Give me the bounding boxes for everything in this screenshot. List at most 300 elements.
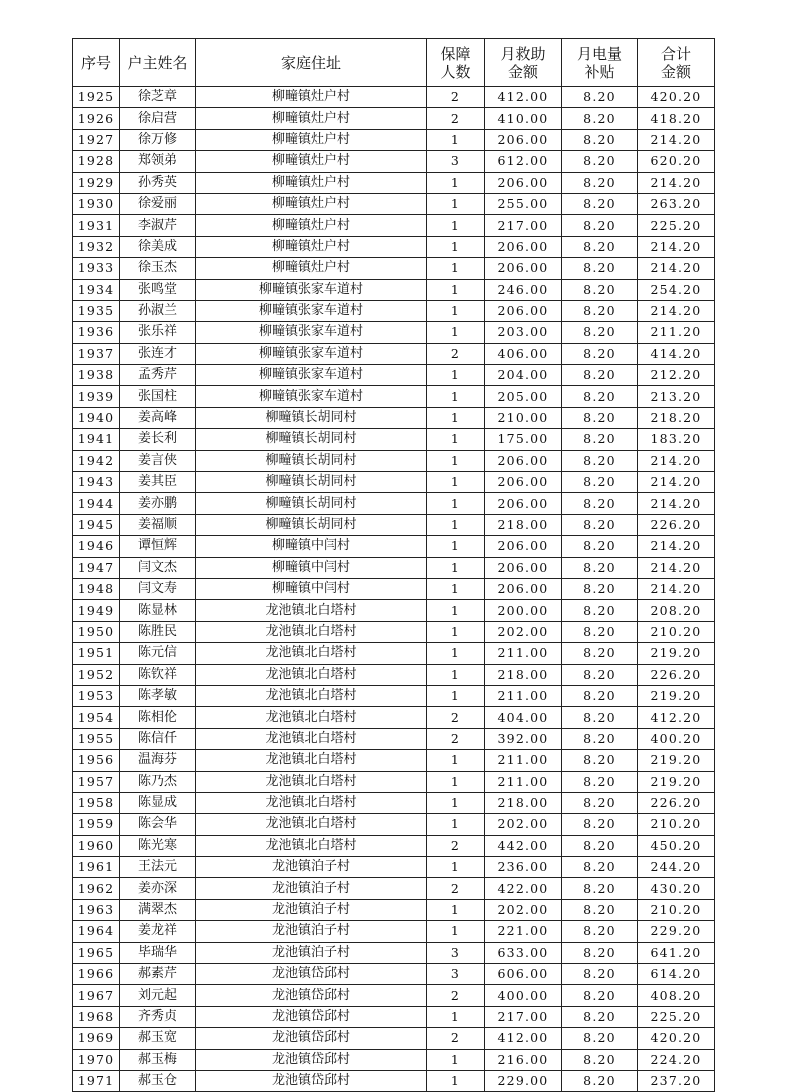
aid-cell: 404.00 [485, 707, 562, 728]
seq-cell: 1955 [73, 728, 120, 749]
address-cell: 柳疃镇张家车道村 [196, 365, 427, 386]
elec-cell: 8.20 [562, 536, 638, 557]
seq-cell: 1930 [73, 193, 120, 214]
address-cell: 柳疃镇张家车道村 [196, 386, 427, 407]
table-row [73, 215, 715, 236]
elec-cell: 8.20 [562, 771, 638, 792]
name-cell: 姜福顺 [120, 514, 196, 535]
table-row [73, 1049, 715, 1070]
total-cell: 210.20 [638, 899, 715, 920]
people-cell: 1 [427, 750, 485, 771]
address-cell: 龙池镇泊子村 [196, 878, 427, 899]
table-row [73, 814, 715, 835]
people-cell: 1 [427, 857, 485, 878]
total-cell: 219.20 [638, 643, 715, 664]
total-cell: 214.20 [638, 472, 715, 493]
people-cell: 2 [427, 878, 485, 899]
people-cell: 2 [427, 728, 485, 749]
aid-cell: 202.00 [485, 621, 562, 642]
total-cell: 214.20 [638, 258, 715, 279]
address-cell: 柳疃镇中闫村 [196, 557, 427, 578]
address-cell: 柳疃镇长胡同村 [196, 407, 427, 428]
name-cell: 闫文杰 [120, 557, 196, 578]
address-cell: 龙池镇北白塔村 [196, 750, 427, 771]
people-cell: 1 [427, 193, 485, 214]
aid-cell: 206.00 [485, 172, 562, 193]
people-cell: 2 [427, 835, 485, 856]
people-cell: 1 [427, 792, 485, 813]
total-cell: 210.20 [638, 621, 715, 642]
elec-cell: 8.20 [562, 1006, 638, 1027]
table-row [73, 600, 715, 621]
elec-cell: 8.20 [562, 279, 638, 300]
table-row [73, 87, 715, 108]
address-cell: 龙池镇北白塔村 [196, 771, 427, 792]
elec-cell: 8.20 [562, 557, 638, 578]
address-cell: 龙池镇岱邱村 [196, 1049, 427, 1070]
seq-cell: 1927 [73, 129, 120, 150]
table-row [73, 621, 715, 642]
table-row [73, 429, 715, 450]
name-cell: 郝玉仓 [120, 1070, 196, 1091]
address-cell: 龙池镇北白塔村 [196, 792, 427, 813]
address-cell: 柳疃镇灶户村 [196, 258, 427, 279]
people-cell: 1 [427, 322, 485, 343]
seq-cell: 1941 [73, 429, 120, 450]
aid-cell: 206.00 [485, 536, 562, 557]
elec-cell: 8.20 [562, 921, 638, 942]
people-cell: 2 [427, 707, 485, 728]
name-cell: 陈显林 [120, 600, 196, 621]
table-row [73, 1028, 715, 1049]
address-cell: 龙池镇岱邱村 [196, 1070, 427, 1091]
elec-cell: 8.20 [562, 172, 638, 193]
seq-cell: 1949 [73, 600, 120, 621]
table-row [73, 835, 715, 856]
seq-cell: 1956 [73, 750, 120, 771]
name-cell: 姜亦鹏 [120, 493, 196, 514]
total-cell: 225.20 [638, 215, 715, 236]
table-row [73, 279, 715, 300]
table-row [73, 857, 715, 878]
address-cell: 龙池镇北白塔村 [196, 728, 427, 749]
aid-cell: 217.00 [485, 1006, 562, 1027]
people-cell: 3 [427, 964, 485, 985]
elec-cell: 8.20 [562, 322, 638, 343]
address-cell: 龙池镇北白塔村 [196, 814, 427, 835]
address-cell: 龙池镇北白塔村 [196, 835, 427, 856]
relief-table [72, 38, 715, 1092]
elec-cell: 8.20 [562, 472, 638, 493]
people-cell: 1 [427, 685, 485, 706]
aid-cell: 217.00 [485, 215, 562, 236]
aid-cell: 412.00 [485, 1028, 562, 1049]
seq-cell: 1970 [73, 1049, 120, 1070]
people-cell: 1 [427, 899, 485, 920]
total-cell: 420.20 [638, 87, 715, 108]
name-cell: 姜其臣 [120, 472, 196, 493]
name-cell: 姜龙祥 [120, 921, 196, 942]
elec-cell: 8.20 [562, 129, 638, 150]
people-cell: 3 [427, 942, 485, 963]
table-row [73, 664, 715, 685]
aid-cell: 442.00 [485, 835, 562, 856]
total-cell: 641.20 [638, 942, 715, 963]
aid-cell: 205.00 [485, 386, 562, 407]
address-cell: 柳疃镇长胡同村 [196, 450, 427, 471]
aid-cell: 229.00 [485, 1070, 562, 1091]
seq-cell: 1961 [73, 857, 120, 878]
name-cell: 徐爱丽 [120, 193, 196, 214]
table-row [73, 643, 715, 664]
people-cell: 1 [427, 578, 485, 599]
name-cell: 王法元 [120, 857, 196, 878]
total-cell: 214.20 [638, 578, 715, 599]
people-cell: 1 [427, 215, 485, 236]
seq-cell: 1948 [73, 578, 120, 599]
people-cell: 2 [427, 1028, 485, 1049]
seq-cell: 1969 [73, 1028, 120, 1049]
name-cell: 张国柱 [120, 386, 196, 407]
aid-cell: 400.00 [485, 985, 562, 1006]
address-cell: 柳疃镇张家车道村 [196, 322, 427, 343]
seq-cell: 1933 [73, 258, 120, 279]
aid-cell: 206.00 [485, 300, 562, 321]
people-cell: 1 [427, 407, 485, 428]
name-cell: 孙淑兰 [120, 300, 196, 321]
table-row [73, 472, 715, 493]
seq-cell: 1939 [73, 386, 120, 407]
name-cell: 刘元起 [120, 985, 196, 1006]
elec-cell: 8.20 [562, 814, 638, 835]
seq-cell: 1936 [73, 322, 120, 343]
name-cell: 毕瑞华 [120, 942, 196, 963]
aid-cell: 633.00 [485, 942, 562, 963]
table-row [73, 750, 715, 771]
address-cell: 柳疃镇长胡同村 [196, 493, 427, 514]
total-cell: 219.20 [638, 750, 715, 771]
name-cell: 姜亦深 [120, 878, 196, 899]
aid-cell: 612.00 [485, 151, 562, 172]
name-cell: 徐芝章 [120, 87, 196, 108]
aid-cell: 211.00 [485, 750, 562, 771]
seq-cell: 1931 [73, 215, 120, 236]
table-row [73, 365, 715, 386]
elec-cell: 8.20 [562, 643, 638, 664]
header-total-line1: 合计 [660, 44, 691, 63]
elec-cell: 8.20 [562, 899, 638, 920]
aid-cell: 211.00 [485, 685, 562, 706]
name-cell: 张鸣堂 [120, 279, 196, 300]
seq-cell: 1957 [73, 771, 120, 792]
table-row [73, 129, 715, 150]
aid-cell: 210.00 [485, 407, 562, 428]
address-cell: 柳疃镇中闫村 [196, 578, 427, 599]
address-cell: 龙池镇北白塔村 [196, 707, 427, 728]
total-cell: 224.20 [638, 1049, 715, 1070]
elec-cell: 8.20 [562, 835, 638, 856]
total-cell: 214.20 [638, 236, 715, 257]
address-cell: 柳疃镇张家车道村 [196, 343, 427, 364]
total-cell: 420.20 [638, 1028, 715, 1049]
name-cell: 李淑芹 [120, 215, 196, 236]
people-cell: 2 [427, 985, 485, 1006]
total-cell: 211.20 [638, 322, 715, 343]
seq-cell: 1944 [73, 493, 120, 514]
address-cell: 柳疃镇灶户村 [196, 151, 427, 172]
table-row [73, 450, 715, 471]
table-row [73, 685, 715, 706]
elec-cell: 8.20 [562, 857, 638, 878]
seq-cell: 1953 [73, 685, 120, 706]
seq-cell: 1951 [73, 643, 120, 664]
table-row [73, 172, 715, 193]
header-row [73, 39, 715, 87]
table-row [73, 322, 715, 343]
address-cell: 柳疃镇长胡同村 [196, 429, 427, 450]
table-row [73, 151, 715, 172]
people-cell: 1 [427, 600, 485, 621]
header-people-line2: 人数 [440, 62, 471, 81]
seq-cell: 1950 [73, 621, 120, 642]
seq-cell: 1935 [73, 300, 120, 321]
header-elec-line2: 补贴 [584, 62, 615, 81]
people-cell: 1 [427, 386, 485, 407]
address-cell: 龙池镇泊子村 [196, 899, 427, 920]
name-cell: 陈元信 [120, 643, 196, 664]
address-cell: 龙池镇岱邱村 [196, 1028, 427, 1049]
total-cell: 400.20 [638, 728, 715, 749]
people-cell: 1 [427, 1049, 485, 1070]
seq-cell: 1945 [73, 514, 120, 535]
elec-cell: 8.20 [562, 407, 638, 428]
table-row [73, 236, 715, 257]
total-cell: 226.20 [638, 664, 715, 685]
aid-cell: 410.00 [485, 108, 562, 129]
total-cell: 214.20 [638, 493, 715, 514]
header-aid [485, 39, 562, 87]
elec-cell: 8.20 [562, 108, 638, 129]
elec-cell: 8.20 [562, 707, 638, 728]
address-cell: 柳疃镇灶户村 [196, 172, 427, 193]
total-cell: 237.20 [638, 1070, 715, 1091]
elec-cell: 8.20 [562, 215, 638, 236]
elec-cell: 8.20 [562, 429, 638, 450]
people-cell: 1 [427, 172, 485, 193]
seq-cell: 1962 [73, 878, 120, 899]
total-cell: 183.20 [638, 429, 715, 450]
table-row [73, 300, 715, 321]
elec-cell: 8.20 [562, 600, 638, 621]
table-row [73, 921, 715, 942]
seq-cell: 1965 [73, 942, 120, 963]
name-cell: 陈显成 [120, 792, 196, 813]
aid-cell: 200.00 [485, 600, 562, 621]
total-cell: 218.20 [638, 407, 715, 428]
elec-cell: 8.20 [562, 193, 638, 214]
people-cell: 1 [427, 365, 485, 386]
seq-cell: 1971 [73, 1070, 120, 1091]
aid-cell: 236.00 [485, 857, 562, 878]
table-row [73, 771, 715, 792]
elec-cell: 8.20 [562, 621, 638, 642]
total-cell: 226.20 [638, 514, 715, 535]
aid-cell: 255.00 [485, 193, 562, 214]
people-cell: 1 [427, 621, 485, 642]
name-cell: 郝素芹 [120, 964, 196, 985]
total-cell: 620.20 [638, 151, 715, 172]
people-cell: 1 [427, 279, 485, 300]
total-cell: 214.20 [638, 129, 715, 150]
seq-cell: 1966 [73, 964, 120, 985]
header-total-line2: 金额 [660, 62, 691, 81]
people-cell: 2 [427, 343, 485, 364]
elec-cell: 8.20 [562, 343, 638, 364]
name-cell: 张乐祥 [120, 322, 196, 343]
aid-cell: 221.00 [485, 921, 562, 942]
total-cell: 614.20 [638, 964, 715, 985]
aid-cell: 392.00 [485, 728, 562, 749]
people-cell: 1 [427, 258, 485, 279]
aid-cell: 206.00 [485, 258, 562, 279]
people-cell: 1 [427, 664, 485, 685]
seq-cell: 1960 [73, 835, 120, 856]
name-cell: 陈胜民 [120, 621, 196, 642]
people-cell: 1 [427, 493, 485, 514]
elec-cell: 8.20 [562, 450, 638, 471]
seq-cell: 1954 [73, 707, 120, 728]
name-cell: 郝玉梅 [120, 1049, 196, 1070]
aid-cell: 206.00 [485, 578, 562, 599]
table-row [73, 578, 715, 599]
total-cell: 214.20 [638, 557, 715, 578]
address-cell: 龙池镇泊子村 [196, 942, 427, 963]
name-cell: 姜长利 [120, 429, 196, 450]
seq-cell: 1934 [73, 279, 120, 300]
name-cell: 陈相伦 [120, 707, 196, 728]
total-cell: 450.20 [638, 835, 715, 856]
people-cell: 1 [427, 814, 485, 835]
table-row [73, 514, 715, 535]
elec-cell: 8.20 [562, 236, 638, 257]
header-elec [562, 39, 638, 87]
people-cell: 1 [427, 236, 485, 257]
seq-cell: 1964 [73, 921, 120, 942]
name-cell: 徐启营 [120, 108, 196, 129]
elec-cell: 8.20 [562, 151, 638, 172]
seq-cell: 1928 [73, 151, 120, 172]
people-cell: 1 [427, 771, 485, 792]
aid-cell: 206.00 [485, 236, 562, 257]
total-cell: 225.20 [638, 1006, 715, 1027]
people-cell: 1 [427, 643, 485, 664]
seq-cell: 1943 [73, 472, 120, 493]
address-cell: 龙池镇岱邱村 [196, 1006, 427, 1027]
total-cell: 414.20 [638, 343, 715, 364]
seq-cell: 1940 [73, 407, 120, 428]
name-cell: 陈会华 [120, 814, 196, 835]
name-cell: 谭恒辉 [120, 536, 196, 557]
aid-cell: 218.00 [485, 792, 562, 813]
table-header [73, 39, 715, 87]
table-row [73, 557, 715, 578]
people-cell: 1 [427, 472, 485, 493]
total-cell: 214.20 [638, 300, 715, 321]
aid-cell: 218.00 [485, 664, 562, 685]
people-cell: 2 [427, 108, 485, 129]
table-row [73, 258, 715, 279]
elec-cell: 8.20 [562, 258, 638, 279]
total-cell: 418.20 [638, 108, 715, 129]
name-cell: 徐万修 [120, 129, 196, 150]
aid-cell: 246.00 [485, 279, 562, 300]
aid-cell: 606.00 [485, 964, 562, 985]
aid-cell: 203.00 [485, 322, 562, 343]
elec-cell: 8.20 [562, 365, 638, 386]
people-cell: 1 [427, 536, 485, 557]
elec-cell: 8.20 [562, 750, 638, 771]
header-total [638, 39, 715, 87]
name-cell: 齐秀贞 [120, 1006, 196, 1027]
total-cell: 229.20 [638, 921, 715, 942]
address-cell: 柳疃镇灶户村 [196, 87, 427, 108]
address-cell: 柳疃镇灶户村 [196, 108, 427, 129]
seq-cell: 1942 [73, 450, 120, 471]
aid-cell: 422.00 [485, 878, 562, 899]
address-cell: 柳疃镇张家车道村 [196, 300, 427, 321]
seq-cell: 1952 [73, 664, 120, 685]
name-cell: 张连才 [120, 343, 196, 364]
elec-cell: 8.20 [562, 942, 638, 963]
header-aid-line1: 月救助 [500, 44, 546, 63]
name-cell: 姜言侠 [120, 450, 196, 471]
total-cell: 214.20 [638, 450, 715, 471]
seq-cell: 1963 [73, 899, 120, 920]
table-row [73, 728, 715, 749]
seq-cell: 1946 [73, 536, 120, 557]
name-cell: 孙秀英 [120, 172, 196, 193]
table-row [73, 1070, 715, 1091]
seq-cell: 1925 [73, 87, 120, 108]
table-row [73, 985, 715, 1006]
aid-cell: 211.00 [485, 771, 562, 792]
name-cell: 陈信仟 [120, 728, 196, 749]
table-body [73, 87, 715, 1092]
name-cell: 陈光寒 [120, 835, 196, 856]
elec-cell: 8.20 [562, 728, 638, 749]
address-cell: 龙池镇北白塔村 [196, 685, 427, 706]
table-row [73, 193, 715, 214]
table-row [73, 407, 715, 428]
address-cell: 柳疃镇灶户村 [196, 129, 427, 150]
address-cell: 柳疃镇灶户村 [196, 193, 427, 214]
total-cell: 208.20 [638, 600, 715, 621]
name-cell: 温海芬 [120, 750, 196, 771]
aid-cell: 206.00 [485, 450, 562, 471]
header-aid-line2: 金额 [507, 62, 538, 81]
total-cell: 219.20 [638, 685, 715, 706]
seq-cell: 1926 [73, 108, 120, 129]
name-cell: 郑领弟 [120, 151, 196, 172]
table-row [73, 536, 715, 557]
aid-cell: 206.00 [485, 472, 562, 493]
address-cell: 龙池镇泊子村 [196, 921, 427, 942]
address-cell: 龙池镇北白塔村 [196, 664, 427, 685]
elec-cell: 8.20 [562, 87, 638, 108]
name-cell: 孟秀芹 [120, 365, 196, 386]
seq-cell: 1937 [73, 343, 120, 364]
table-row [73, 792, 715, 813]
